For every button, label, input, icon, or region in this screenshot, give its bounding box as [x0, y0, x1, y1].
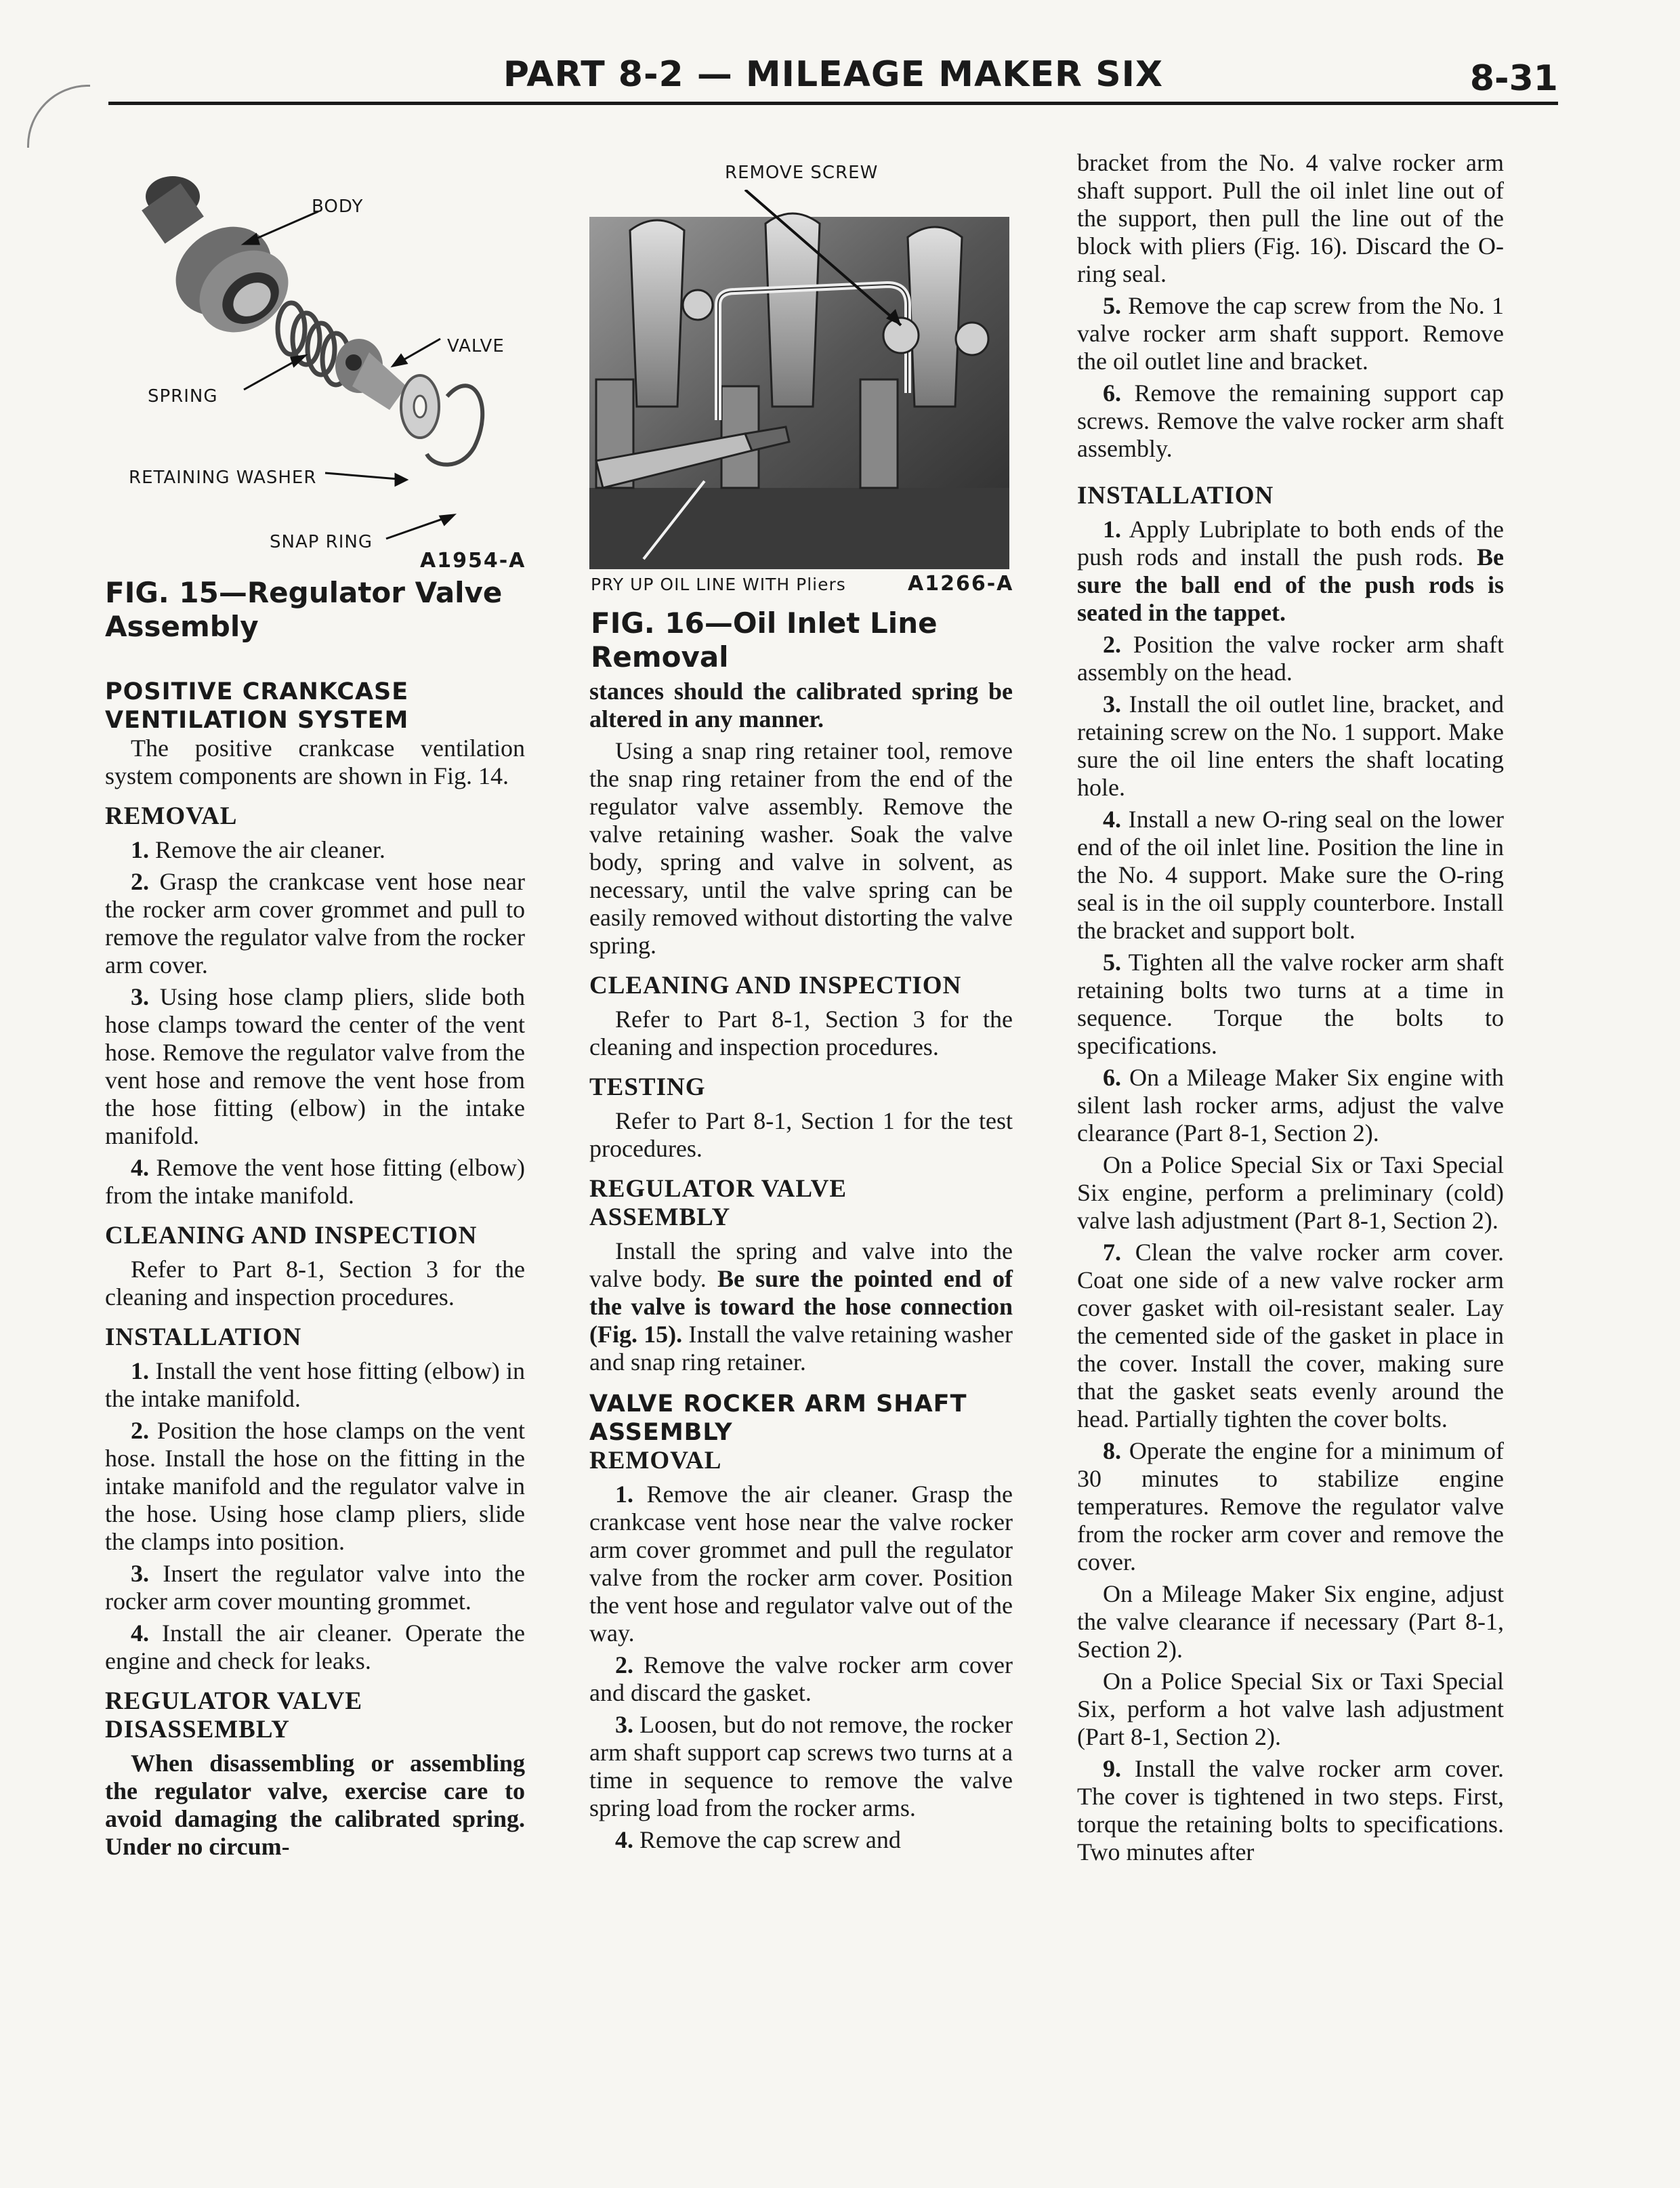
- disassembly-warning: When disassembling or assembling the regulator valve, exercise care to avoid damaging the calibrated spring. Under no circum-: [105, 1750, 525, 1860]
- step-number: 1.: [1103, 516, 1121, 543]
- installation-step: [1077, 1755, 1504, 1866]
- step-number: 3.: [131, 983, 149, 1010]
- heading-removal: REMOVAL: [105, 802, 238, 830]
- step-text: Operate the engine for a minimum of 30 minutes to stabilize engine temperatures. Remove the regulator valve from the rocker arm cover and remove the cover.: [1077, 1437, 1504, 1575]
- step-text: Remove the valve rocker arm cover and discard the gasket.: [589, 1651, 1013, 1706]
- callout-remove-screw: REMOVE SCREW: [725, 163, 879, 183]
- step-number: 4.: [615, 1826, 633, 1853]
- removal-step: [1077, 379, 1504, 463]
- installation-step: [105, 1357, 525, 1413]
- step-text: Remove the remaining support cap screws. Remove the valve rocker arm shaft assembly.: [1077, 379, 1505, 462]
- installation-step: [105, 1619, 525, 1675]
- installation-step: [1077, 631, 1504, 686]
- figure-15-caption-line1: FIG. 15—Regulator Valve: [105, 576, 503, 609]
- step-number: 2.: [131, 1417, 149, 1444]
- step-text: Remove the vent hose fitting (elbow) from the intake manifold.: [105, 1154, 526, 1209]
- callout-body: BODY: [312, 197, 364, 217]
- removal-step: [589, 1481, 1013, 1647]
- step-text: Install a new O-ring seal on the lower end of the oil inlet line. Position the line in the No. 4 support. Make sure the O-ring seal is in the oil supply counterbore. Install the bracket and support bolt.: [1077, 806, 1504, 944]
- step-text: Position the hose clamps on the vent hose. Install the hose on the fitting in the intake manifold and the regulator valve in the hose. Using hose clamp pliers, slide the clamps into position.: [105, 1417, 526, 1555]
- step-number: 6.: [1103, 379, 1121, 407]
- testing-text: Refer to Part 8-1, Section 1 for the test procedures.: [589, 1107, 1013, 1162]
- heading-assembly-line1: REGULATOR VALVE: [589, 1175, 847, 1203]
- callout-retaining-washer: RETAINING WASHER: [129, 468, 317, 488]
- step-number: 9.: [1103, 1755, 1121, 1782]
- removal-step: [105, 1154, 525, 1210]
- removal-step: [1077, 292, 1504, 375]
- step-text: Remove the air cleaner.: [155, 836, 385, 863]
- header-rule: [108, 102, 1558, 105]
- step-number: 2.: [1103, 631, 1121, 658]
- step-number: 4.: [131, 1154, 149, 1181]
- step-text: Position the valve rocker arm shaft assembly on the head.: [1077, 631, 1505, 686]
- heading-rocker-line1: VALVE ROCKER ARM SHAFT: [589, 1390, 967, 1418]
- figure-15-caption: [105, 576, 525, 644]
- step-number: 5.: [1103, 949, 1121, 976]
- heading-rocker-line2: ASSEMBLY: [589, 1419, 733, 1446]
- heading-installation: INSTALLATION: [105, 1323, 302, 1351]
- figure-15-code: A1954-A: [420, 549, 526, 573]
- step-text: Loosen, but do not remove, the rocker arm shaft support cap screws two turns at a time in sequence to remove the valve spring load from the rocker arms.: [589, 1711, 1013, 1821]
- figure-15-caption-line2: Assembly: [105, 610, 259, 643]
- heading-cleaning: CLEANING AND INSPECTION: [105, 1222, 478, 1250]
- step-number: 4.: [131, 1619, 149, 1647]
- removal-step: [105, 836, 525, 864]
- running-title: PART 8-2 — MILEAGE MAKER SIX: [503, 54, 1164, 95]
- figure-16-code: A1266-A: [908, 572, 1014, 596]
- police-hot-text: On a Police Special Six or Taxi Special Six, perform a hot valve lash adjustment (Part 8-1, Section 2).: [1077, 1668, 1504, 1750]
- heading-testing: TESTING: [589, 1073, 706, 1101]
- callout-pry-up: PRY UP OIL LINE WITH Pliers: [591, 575, 846, 594]
- heading-disassembly-line2: DISASSEMBLY: [105, 1716, 290, 1743]
- step-number: 2.: [615, 1651, 633, 1678]
- column-2: [589, 678, 1013, 1854]
- removal-continued: bracket from the No. 4 valve rocker arm shaft support. Pull the oil inlet line out of the support, then pull the line out of the block with pliers (Fig. 16). Discard the O-ring seal.: [1077, 149, 1504, 287]
- cleaning-text: Refer to Part 8-1, Section 3 for the cleaning and inspection procedures.: [105, 1256, 525, 1310]
- step-number: 6.: [1103, 1064, 1121, 1091]
- cleaning-text-2: Refer to Part 8-1, Section 3 for the cleaning and inspection procedures.: [589, 1006, 1013, 1060]
- figure-16: [583, 163, 1016, 674]
- installation-step: [1077, 1437, 1504, 1576]
- step-number: 7.: [1103, 1239, 1121, 1266]
- pcv-intro: The positive crankcase ventilation system components are shown in Fig. 14.: [105, 735, 525, 789]
- step-text: Tighten all the valve rocker arm shaft retaining bolts two turns at a time in sequence. Torque the bolts to specifications.: [1077, 949, 1504, 1059]
- column-1: [105, 678, 525, 1861]
- step-number: 3.: [615, 1711, 633, 1738]
- engine-photo: [589, 190, 1023, 569]
- step-text: Using hose clamp pliers, slide both hose clamps toward the center of the vent hose. Remove the regulator valve from the vent hose and remove the vent hose from the hose fitting (elbow) in the intake manifold.: [105, 983, 526, 1149]
- callout-valve: VALVE: [447, 336, 505, 356]
- step-text: Install the oil outlet line, bracket, and retaining screw on the No. 1 support. Make sure the oil line enters the shaft locating hole.: [1077, 690, 1504, 801]
- step-emphasis: Be sure the ball end of the push rods is seated in the tappet.: [1077, 543, 1504, 626]
- step-number: 1.: [131, 836, 149, 863]
- installation-step: [1077, 1064, 1504, 1147]
- callout-snap-ring: SNAP RING: [270, 532, 373, 552]
- removal-step: [589, 1826, 1013, 1854]
- step-number: 2.: [131, 868, 149, 895]
- heading-installation-2: INSTALLATION: [1077, 482, 1274, 510]
- step-number: 3.: [131, 1560, 149, 1587]
- step-number: 3.: [1103, 690, 1121, 718]
- removal-step: [589, 1651, 1013, 1707]
- installation-step: [1077, 690, 1504, 802]
- retaining-washer-drawing: [401, 375, 439, 438]
- assembly-text-a: Install the spring and valve into the valve body.: [589, 1237, 1013, 1292]
- step-text: Remove the cap screw and: [639, 1826, 901, 1853]
- step-text: Clean the valve rocker arm cover. Coat one side of a new valve rocker arm cover gasket with oil-resistant sealer. Lay the cemented side of the gasket in place in the cover. Install the cover, making sure that the gasket seats evenly around the head. Partially tighten the cover bolts.: [1077, 1239, 1504, 1432]
- callout-spring: SPRING: [148, 386, 218, 407]
- heading-pcv-line2: VENTILATION SYSTEM: [105, 707, 409, 734]
- step-text: Insert the regulator valve into the rocker arm cover mounting grommet.: [105, 1560, 526, 1615]
- step-text: Apply Lubriplate to both ends of the push rods and install the push rods.: [1077, 516, 1505, 571]
- page-corner-mark: [27, 85, 90, 148]
- step-text: Grasp the crankcase vent hose near the rocker arm cover grommet and pull to remove the regulator valve from the rocker arm cover.: [105, 868, 526, 978]
- step-text: Install the vent hose fitting (elbow) in the intake manifold.: [105, 1357, 526, 1412]
- heading-removal-2: REMOVAL: [589, 1447, 722, 1474]
- snap-ring-text: Using a snap ring retainer tool, remove the snap ring retainer from the end of the regulator valve assembly. Remove the valve retaining washer. Soak the valve body, spring and valve in solvent, as necessary, until the valve spring can be easily removed without distorting the valve spring.: [589, 737, 1013, 959]
- installation-step: [105, 1560, 525, 1615]
- police-cold-text: On a Police Special Six or Taxi Special Six engine, perform a preliminary (cold) valve lash adjustment (Part 8-1, Section 2).: [1077, 1151, 1504, 1234]
- heading-pcv-line1: POSITIVE CRANKCASE: [105, 678, 409, 705]
- heading-cleaning-2: CLEANING AND INSPECTION: [589, 972, 962, 999]
- step-number: 4.: [1103, 806, 1121, 833]
- installation-step: [1077, 1239, 1504, 1433]
- removal-step: [589, 1711, 1013, 1822]
- step-text: On a Mileage Maker Six engine with silent lash rocker arms, adjust the valve clearance (Part 8-1, Section 2).: [1077, 1064, 1505, 1147]
- assembly-text: [589, 1237, 1013, 1376]
- step-text: Remove the cap screw from the No. 1 valve rocker arm shaft support. Remove the oil outlet line and bracket.: [1077, 292, 1504, 375]
- heading-disassembly-line1: REGULATOR VALVE: [105, 1687, 362, 1715]
- column-3: [1077, 149, 1504, 1866]
- installation-step: [1077, 949, 1504, 1060]
- figure-16-caption: FIG. 16—Oil Inlet Line Removal: [591, 606, 938, 674]
- mileage-adjust-text: On a Mileage Maker Six engine, adjust the valve clearance if necessary (Part 8-1, Section 2).: [1077, 1580, 1504, 1663]
- step-number: 1.: [131, 1357, 149, 1384]
- removal-step: [105, 983, 525, 1150]
- heading-assembly-line2: ASSEMBLY: [589, 1203, 731, 1231]
- page-header: [108, 45, 1558, 106]
- installation-step: [105, 1417, 525, 1556]
- step-text: Install the valve rocker arm cover. The cover is tightened in two steps. First, torque the retaining bolts to specifications. Two minutes after: [1077, 1755, 1504, 1865]
- step-number: 1.: [615, 1481, 633, 1508]
- valve-drawing: [335, 339, 406, 410]
- step-text: Remove the air cleaner. Grasp the crankcase vent hose near the valve rocker arm cover grommet and pull the regulator valve from the rocker arm cover. Position the vent hose and regulator valve out of the way.: [589, 1481, 1013, 1647]
- installation-step: [1077, 806, 1504, 945]
- step-number: 8.: [1103, 1437, 1121, 1464]
- removal-step: [105, 868, 525, 979]
- page-number: 8-31: [1469, 58, 1558, 99]
- assembly-text-c: Install the valve retaining washer and snap ring retainer.: [589, 1321, 1013, 1376]
- assembly-emphasis: Be sure the pointed end of the valve is toward the hose connection (Fig. 15).: [589, 1265, 1013, 1348]
- step-number: 5.: [1103, 292, 1121, 319]
- installation-step: [1077, 516, 1504, 627]
- warning-continued: stances should the calibrated spring be altered in any manner.: [589, 678, 1013, 732]
- step-text: Install the air cleaner. Operate the engine and check for leaks.: [105, 1619, 525, 1674]
- figure-15: [108, 163, 528, 569]
